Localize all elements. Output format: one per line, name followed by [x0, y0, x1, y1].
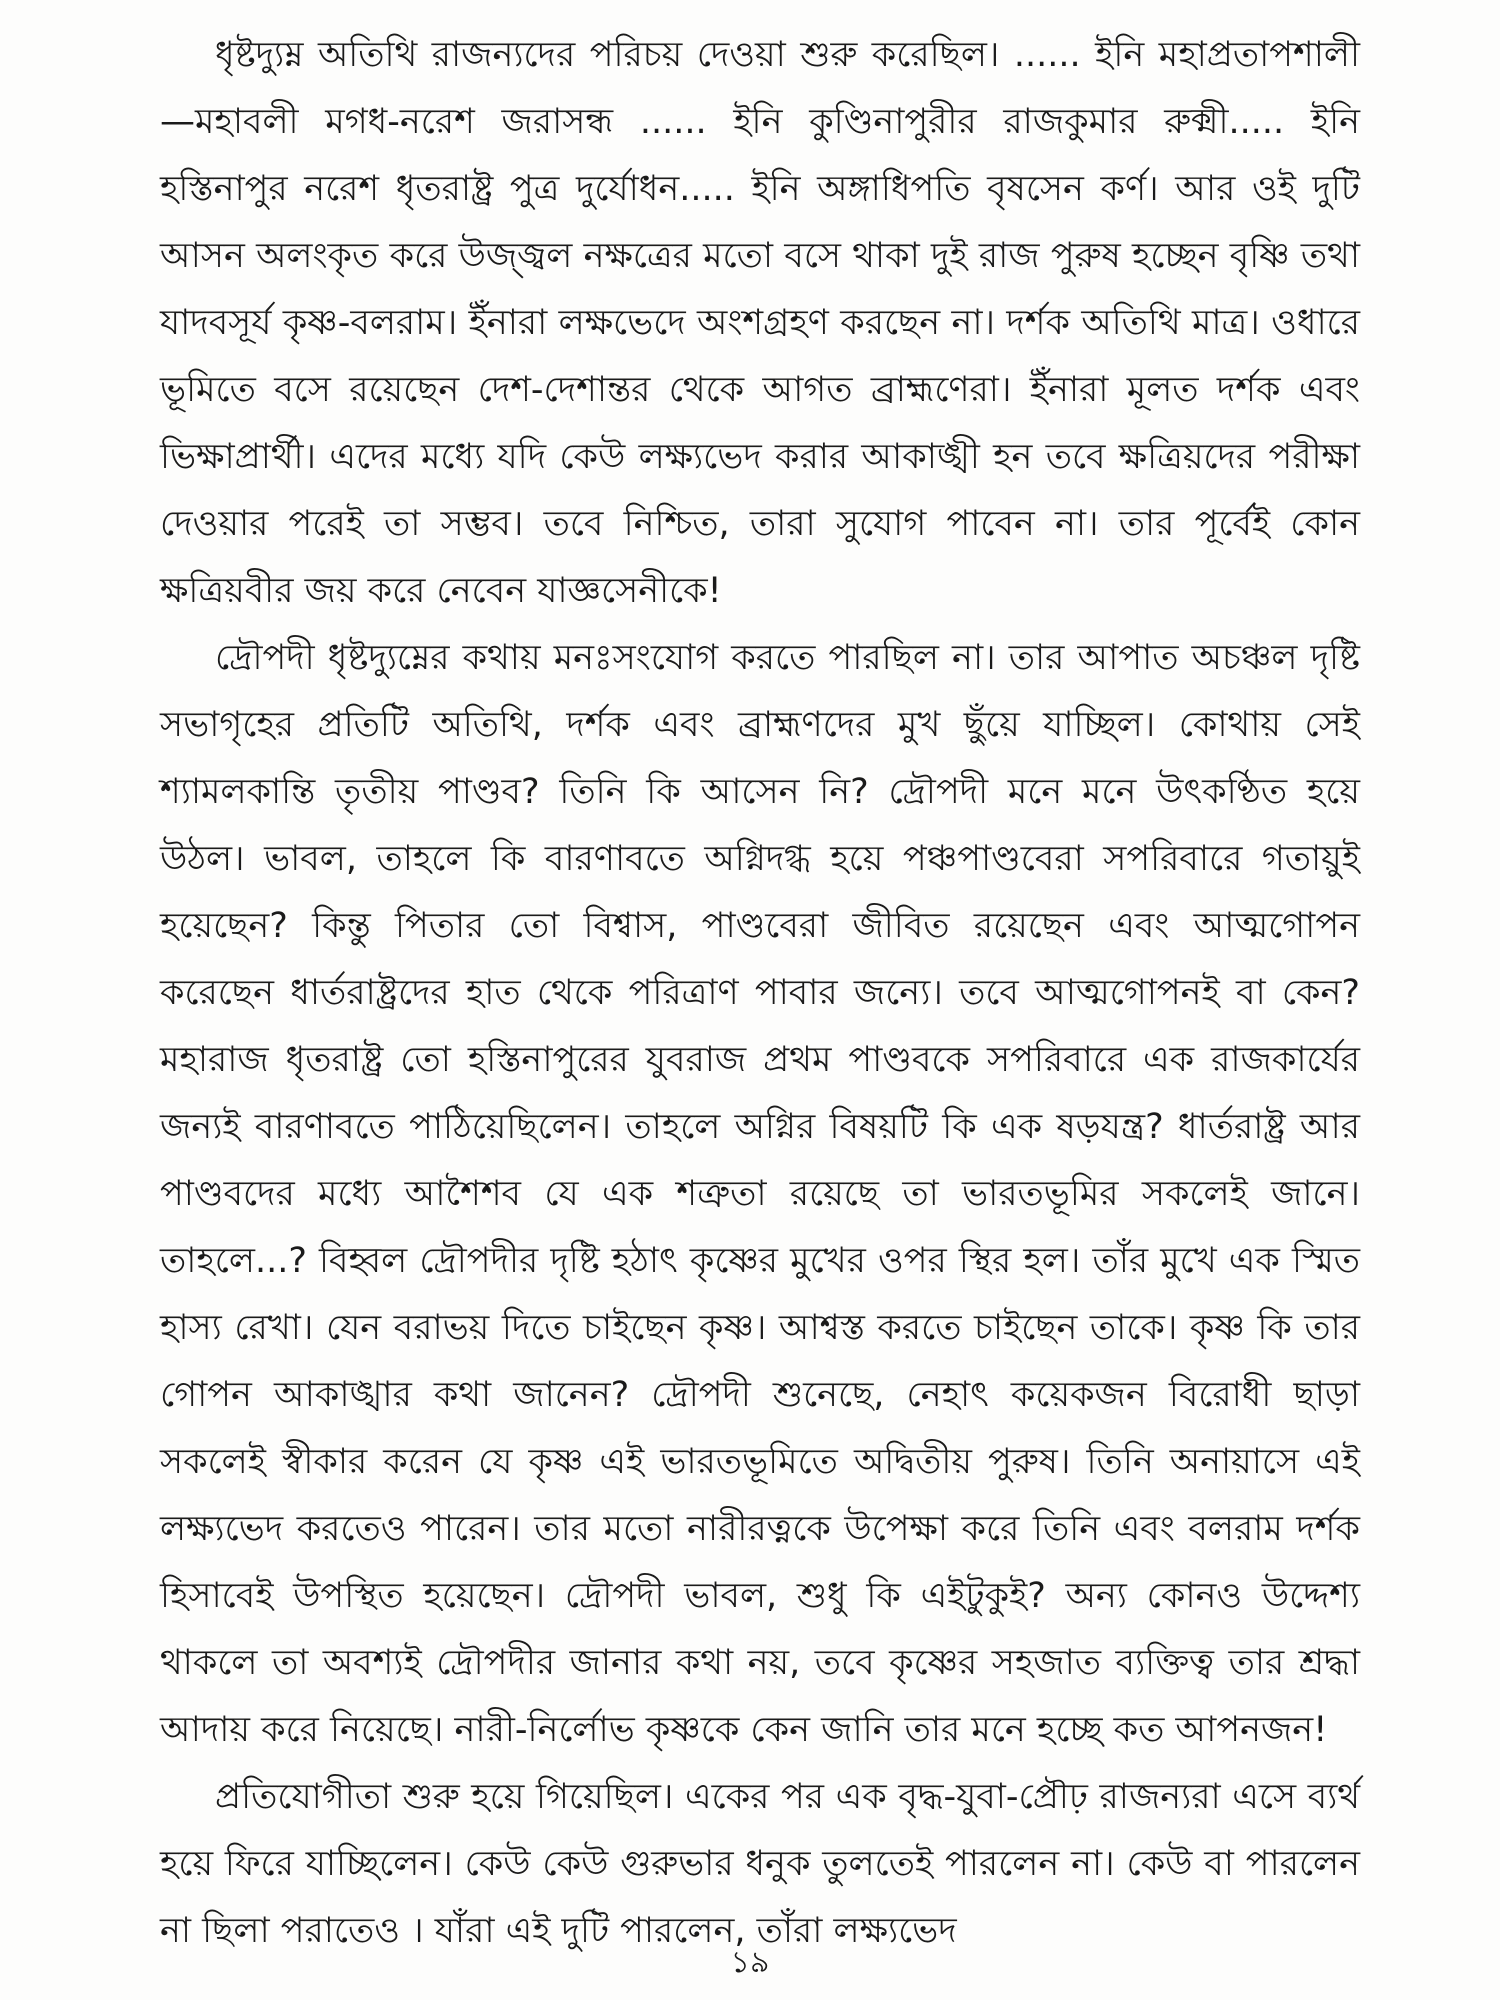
page-number: ১৯	[730, 1945, 770, 1980]
paragraph-2: দ্রৌপদী ধৃষ্টদ্যুম্নের কথায় মনঃসংযোগ করতে পারছিল না। তার আপাত অচঞ্চল দৃষ্টি সভাগৃহের প্রতিটি অতিথি, দর্শক এবং ব্রাহ্মণদের মুখ ছুঁয়ে যাচ্ছিল। কোথায় সেই শ্যামলকান্তি তৃতীয় পাণ্ডব? তিনি কি আসেন নি? দ্রৌপদী মনে মনে উৎকণ্ঠিত হয়ে উঠল। ভাবল, তাহলে কি বারণাবতে অগ্নিদগ্ধ হয়ে পঞ্চপাণ্ডবেরা সপরিবারে গতায়ুই হয়েছেন? কিন্তু পিতার তো বিশ্বাস, পাণ্ডবেরা জীবিত রয়েছেন এবং আত্মগোপন করেছেন ধার্তরাষ্ট্রদের হাত থেকে পরিত্রাণ পাবার জন্যে। তবে আত্মগোপনই বা কেন? মহারাজ ধৃতরাষ্ট্র তো হস্তিনাপুরের যুবরাজ প্রথম পাণ্ডবকে সপরিবারে এক রাজকার্যের জন্যই বারণাবতে পাঠিয়েছিলেন। তাহলে অগ্নির বিষয়টি কি এক ষড়যন্ত্র? ধার্তরাষ্ট্র আর পাণ্ডবদের মধ্যে আশৈশব যে এক শত্রুতা রয়েছে তা ভারতভূমির সকলেই জানে। তাহলে...? বিহ্বল দ্রৌপদীর দৃষ্টি হঠাৎ কৃষ্ণের মুখের ওপর স্থির হল। তাঁর মুখে এক স্মিত হাস্য রেখা। যেন বরাভয় দিতে চাইছেন কৃষ্ণ। আশ্বস্ত করতে চাইছেন তাকে। কৃষ্ণ কি তার গোপন আকাঙ্খার কথা জানেন? দ্রৌপদী শুনেছে, নেহাৎ কয়েকজন বিরোধী ছাড়া সকলেই স্বীকার করেন যে কৃষ্ণ এই ভারতভূমিতে অদ্বিতীয় পুরুষ। তিনি অনায়াসে এই লক্ষ্যভেদ করতেও পারেন। তার মতো নারীরত্নকে উপেক্ষা করে তিনি এবং বলরাম দর্শক হিসাবেই উপস্থিত হয়েছেন। দ্রৌপদী ভাবল, শুধু কি এইটুকুই? অন্য কোনও উদ্দেশ্য থাকলে তা অবশ্যই দ্রৌপদীর জানার কথা নয়, তবে কৃষ্ণের সহজাত ব্যক্তিত্ব তার শ্রদ্ধা আদায় করে নিয়েছে। নারী-নির্লোভ কৃষ্ণকে কেন জানি তার মনে হচ্ছে কত আপনজন!	[160, 638, 1360, 1750]
paragraph-1: ধৃষ্টদ্যুম্ন অতিথি রাজন্যদের পরিচয় দেওয়া শুরু করেছিল। ...... ইনি মহাপ্রতাপশালী—মহাবলী মগধ-নরেশ জরাসন্ধ ...... ইনি কুণ্ডিনাপুরীর রাজকুমার রুক্মী..... ইনি হস্তিনাপুর নরেশ ধৃতরাষ্ট্র পুত্র দুর্যোধন..... ইনি অঙ্গাধিপতি বৃষসেন কর্ণ। আর ওই দুটি আসন অলংকৃত করে উজ্জ্বল নক্ষত্রের মতো বসে থাকা দুই রাজ পুরুষ হচ্ছেন বৃষ্ণি তথা যাদবসূর্য কৃষ্ণ-বলরাম। ইঁনারা লক্ষভেদে অংশগ্রহণ করছেন না। দর্শক অতিথি মাত্র। ওধারে ভূমিতে বসে রয়েছেন দেশ-দেশান্তর থেকে আগত ব্রাহ্মণেরা। ইঁনারা মূলত দর্শক এবং ভিক্ষাপ্রার্থী। এদের মধ্যে যদি কেউ লক্ষ্যভেদ করার আকাঙ্খী হন তবে ক্ষত্রিয়দের পরীক্ষা দেওয়ার পরেই তা সম্ভব। তবে নিশ্চিত, তারা সুযোগ পাবেন না। তার পূর্বেই কোন ক্ষত্রিয়বীর জয় করে নেবেন যাজ্ঞসেনীকে!	[160, 35, 1360, 611]
body-text	[160, 22, 1360, 1965]
paragraph-3: প্রতিযোগীতা শুরু হয়ে গিয়েছিল। একের পর এক বৃদ্ধ-যুবা-প্রৌঢ় রাজন্যরা এসে ব্যর্থ হয়ে ফিরে যাচ্ছিলেন। কেউ কেউ গুরুভার ধনুক তুলতেই পারলেন না। কেউ বা পারলেন না ছিলা পরাতেও । যাঁরা এই দুটি পারলেন, তাঁরা লক্ষ্যভেদ	[160, 1777, 1360, 1951]
